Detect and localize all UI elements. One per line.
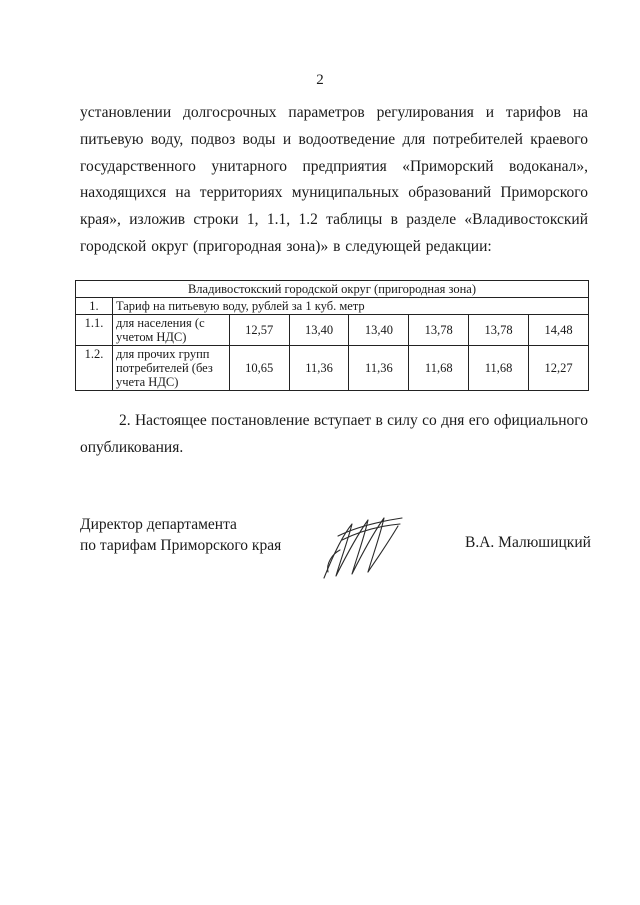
table-row (76, 315, 589, 346)
table-row (76, 346, 589, 391)
signatory-position (80, 514, 281, 556)
table-cell: 11,36 (349, 346, 409, 391)
tariff-table-container (75, 280, 589, 391)
position-line-2: по тарифам Приморского края (80, 537, 282, 554)
position-line-1: Директор департамента (80, 516, 237, 533)
row-label: для прочих групп потребителей (без учета НДС) (112, 346, 229, 391)
table-cell: 11,68 (469, 346, 529, 391)
row-index: 1.2. (76, 346, 113, 391)
table-cell: 11,68 (409, 346, 469, 391)
row-index: 1.1. (76, 315, 113, 346)
table-cell: 13,78 (409, 315, 469, 346)
effective-date-paragraph: 2. Настоящее постановление вступает в силу со дня его официального опубликования. (80, 412, 588, 456)
table-cell: 13,78 (469, 315, 529, 346)
intro-paragraph: установлении долгосрочных параметров регулирования и тарифов на питьевую воду, подвоз воды и водоотведение для потребителей краевого государственного унитарного предприятия «Приморский водоканал», находящихся на территориях муниципальных образований Приморского края», изложив строки 1, 1.1, 1.2 таблицы в разделе «Владивостокский городской округ (пригородная зона)» в следующей редакции: (80, 104, 588, 255)
row-label: для населения (с учетом НДС) (112, 315, 229, 346)
table-cell: 14,48 (529, 315, 589, 346)
table-row (76, 298, 589, 315)
handwritten-signature (318, 506, 408, 586)
row-index: 1. (76, 298, 113, 315)
table-cell: 11,36 (289, 346, 349, 391)
row-label: Тариф на питьевую воду, рублей за 1 куб. метр (112, 298, 588, 315)
signer-name: В.А. Малюшицкий (465, 534, 591, 551)
tariff-table (75, 280, 589, 391)
table-cell: 12,27 (529, 346, 589, 391)
table-section-row (76, 281, 589, 298)
page-number: 2 (316, 72, 324, 88)
table-cell: 12,57 (229, 315, 289, 346)
section-header: Владивостокский городской округ (пригородная зона) (76, 281, 589, 298)
table-cell: 10,65 (229, 346, 289, 391)
table-cell: 13,40 (289, 315, 349, 346)
table-cell: 13,40 (349, 315, 409, 346)
